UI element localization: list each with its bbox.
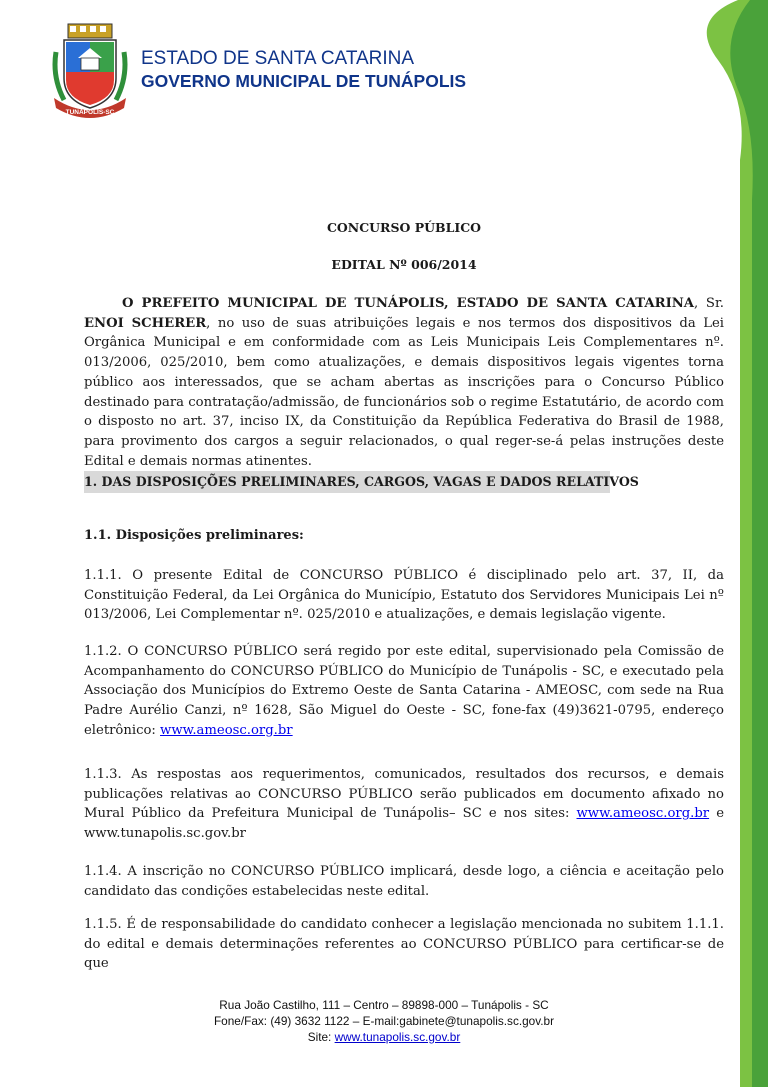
crest-banner-text: TUNÁPOLIS-SC (65, 109, 115, 116)
paragraph-1-1-1: 1.1.1. O presente Edital de CONCURSO PÚBLICO é disciplinado pelo art. 37, II, da Constituição Federal, da Lei Orgânica do Município, Estatuto dos Servidores Municipais Lei nº 013/2006, Lei Complementar nº. 025/2010 e atualizações, e demais legislação vigente. (84, 568, 724, 623)
footer-site-line (0, 1029, 768, 1045)
section-1-heading: 1. DAS DISPOSIÇÕES PRELIMINARES, CARGOS, VAGAS E DADOS RELATIVOS (84, 471, 610, 493)
document-title: CONCURSO PÚBLICO (326, 220, 482, 235)
paragraph-1-1-2-text: 1.1.2. O CONCURSO PÚBLICO será regido por este edital, supervisionado pela Comissão de Acompanhamento do CONCURSO PÚBLICO do Município de Tunápolis - SC, e executado pela Associação dos Municípios do Extremo Oeste de Santa Catarina - AMEOSC, com sede na Rua Padre Aurélio Canzi, nº 1628, São Miguel do Oeste - SC, fone-fax (49)3621-0795, endereço eletrônico: (84, 644, 724, 738)
edital-number: EDITAL Nº 006/2014 (331, 257, 477, 272)
footer-address (0, 997, 768, 1045)
intro-bold-lead: O PREFEITO MUNICIPAL DE TUNÁPOLIS, ESTADO DE SANTA CATARINA (122, 296, 695, 311)
intro-text-b: , no uso de suas atribuições legais e nos termos dos dispositivos da Lei Orgânica Municipal e em conformidade com as Leis Municipais Leis Complementares nº. 013/2006, 025/2010, bem como atualizações, e demais dispositivos legais vigentes torna público aos interessados, que se acham abertas as inscrições para o Concurso Público destinado para contratação/admissão, de funcionários sob o regime Estatutário, de acordo com o disposto no art. 37, inciso IX, da Constituição da República Federativa do Brasil de 1988, para provimento dos cargos a seguir relacionados, o qual reger-se-á pelas instruções deste Edital e demais normas atinentes. (84, 315, 725, 469)
paragraph-1-1-5: 1.1.5. É de responsabilidade do candidato conhecer a legislação mencionada no subitem 1.1.1. do edital e demais determinações referentes ao CONCURSO PÚBLICO para certificar-se de que (84, 917, 724, 972)
intro-mayor-name: ENOI SCHERER (84, 315, 207, 331)
municipal-crest-icon (50, 22, 130, 120)
footer-site-link[interactable]: www.tunapolis.sc.gov.br (334, 1030, 461, 1044)
paragraph-1-1-2 (84, 642, 724, 741)
ameosc-link[interactable]: www.ameosc.org.br (160, 722, 293, 738)
municipal-government-name: GOVERNO MUNICIPAL DE TUNÁPOLIS (141, 71, 467, 91)
paragraph-1-1-4: 1.1.4. A inscrição no CONCURSO PÚBLICO implicará, desde logo, a ciência e aceitação pelo candidato das condições estabelecidas neste edital. (84, 864, 724, 899)
intro-text-a: , Sr. (694, 296, 724, 311)
footer-site-label: Site: (307, 1030, 335, 1044)
paragraph-1-1-3-text: 1.1.3. As respostas aos requerimentos, comunicados, resultados dos recursos, e demais publicações relativas ao CONCURSO PÚBLICO serão publicados em documento afixado no Mural Público da Prefeitura Municipal de Tunápolis– SC e nos sites: (84, 767, 724, 822)
state-name: ESTADO DE SANTA CATARINA (141, 48, 415, 69)
paragraph-1-1-3 (84, 765, 724, 844)
footer-contact-line: Fone/Fax: (49) 3632 1122 – E-mail:gabinete@tunapolis.sc.gov.br (213, 1014, 555, 1028)
intro-paragraph (84, 294, 724, 471)
letterhead-text (141, 48, 466, 92)
paragraph-1-1-3-tail: e www.tunapolis.sc.gov.br (84, 806, 724, 842)
footer-address-line: Rua João Castilho, 111 – Centro – 89898-000 – Tunápolis - SC (219, 998, 549, 1012)
ameosc-link-2[interactable]: www.ameosc.org.br (576, 806, 710, 822)
subsection-1-1-heading: 1.1. Disposições preliminares: (84, 528, 304, 543)
